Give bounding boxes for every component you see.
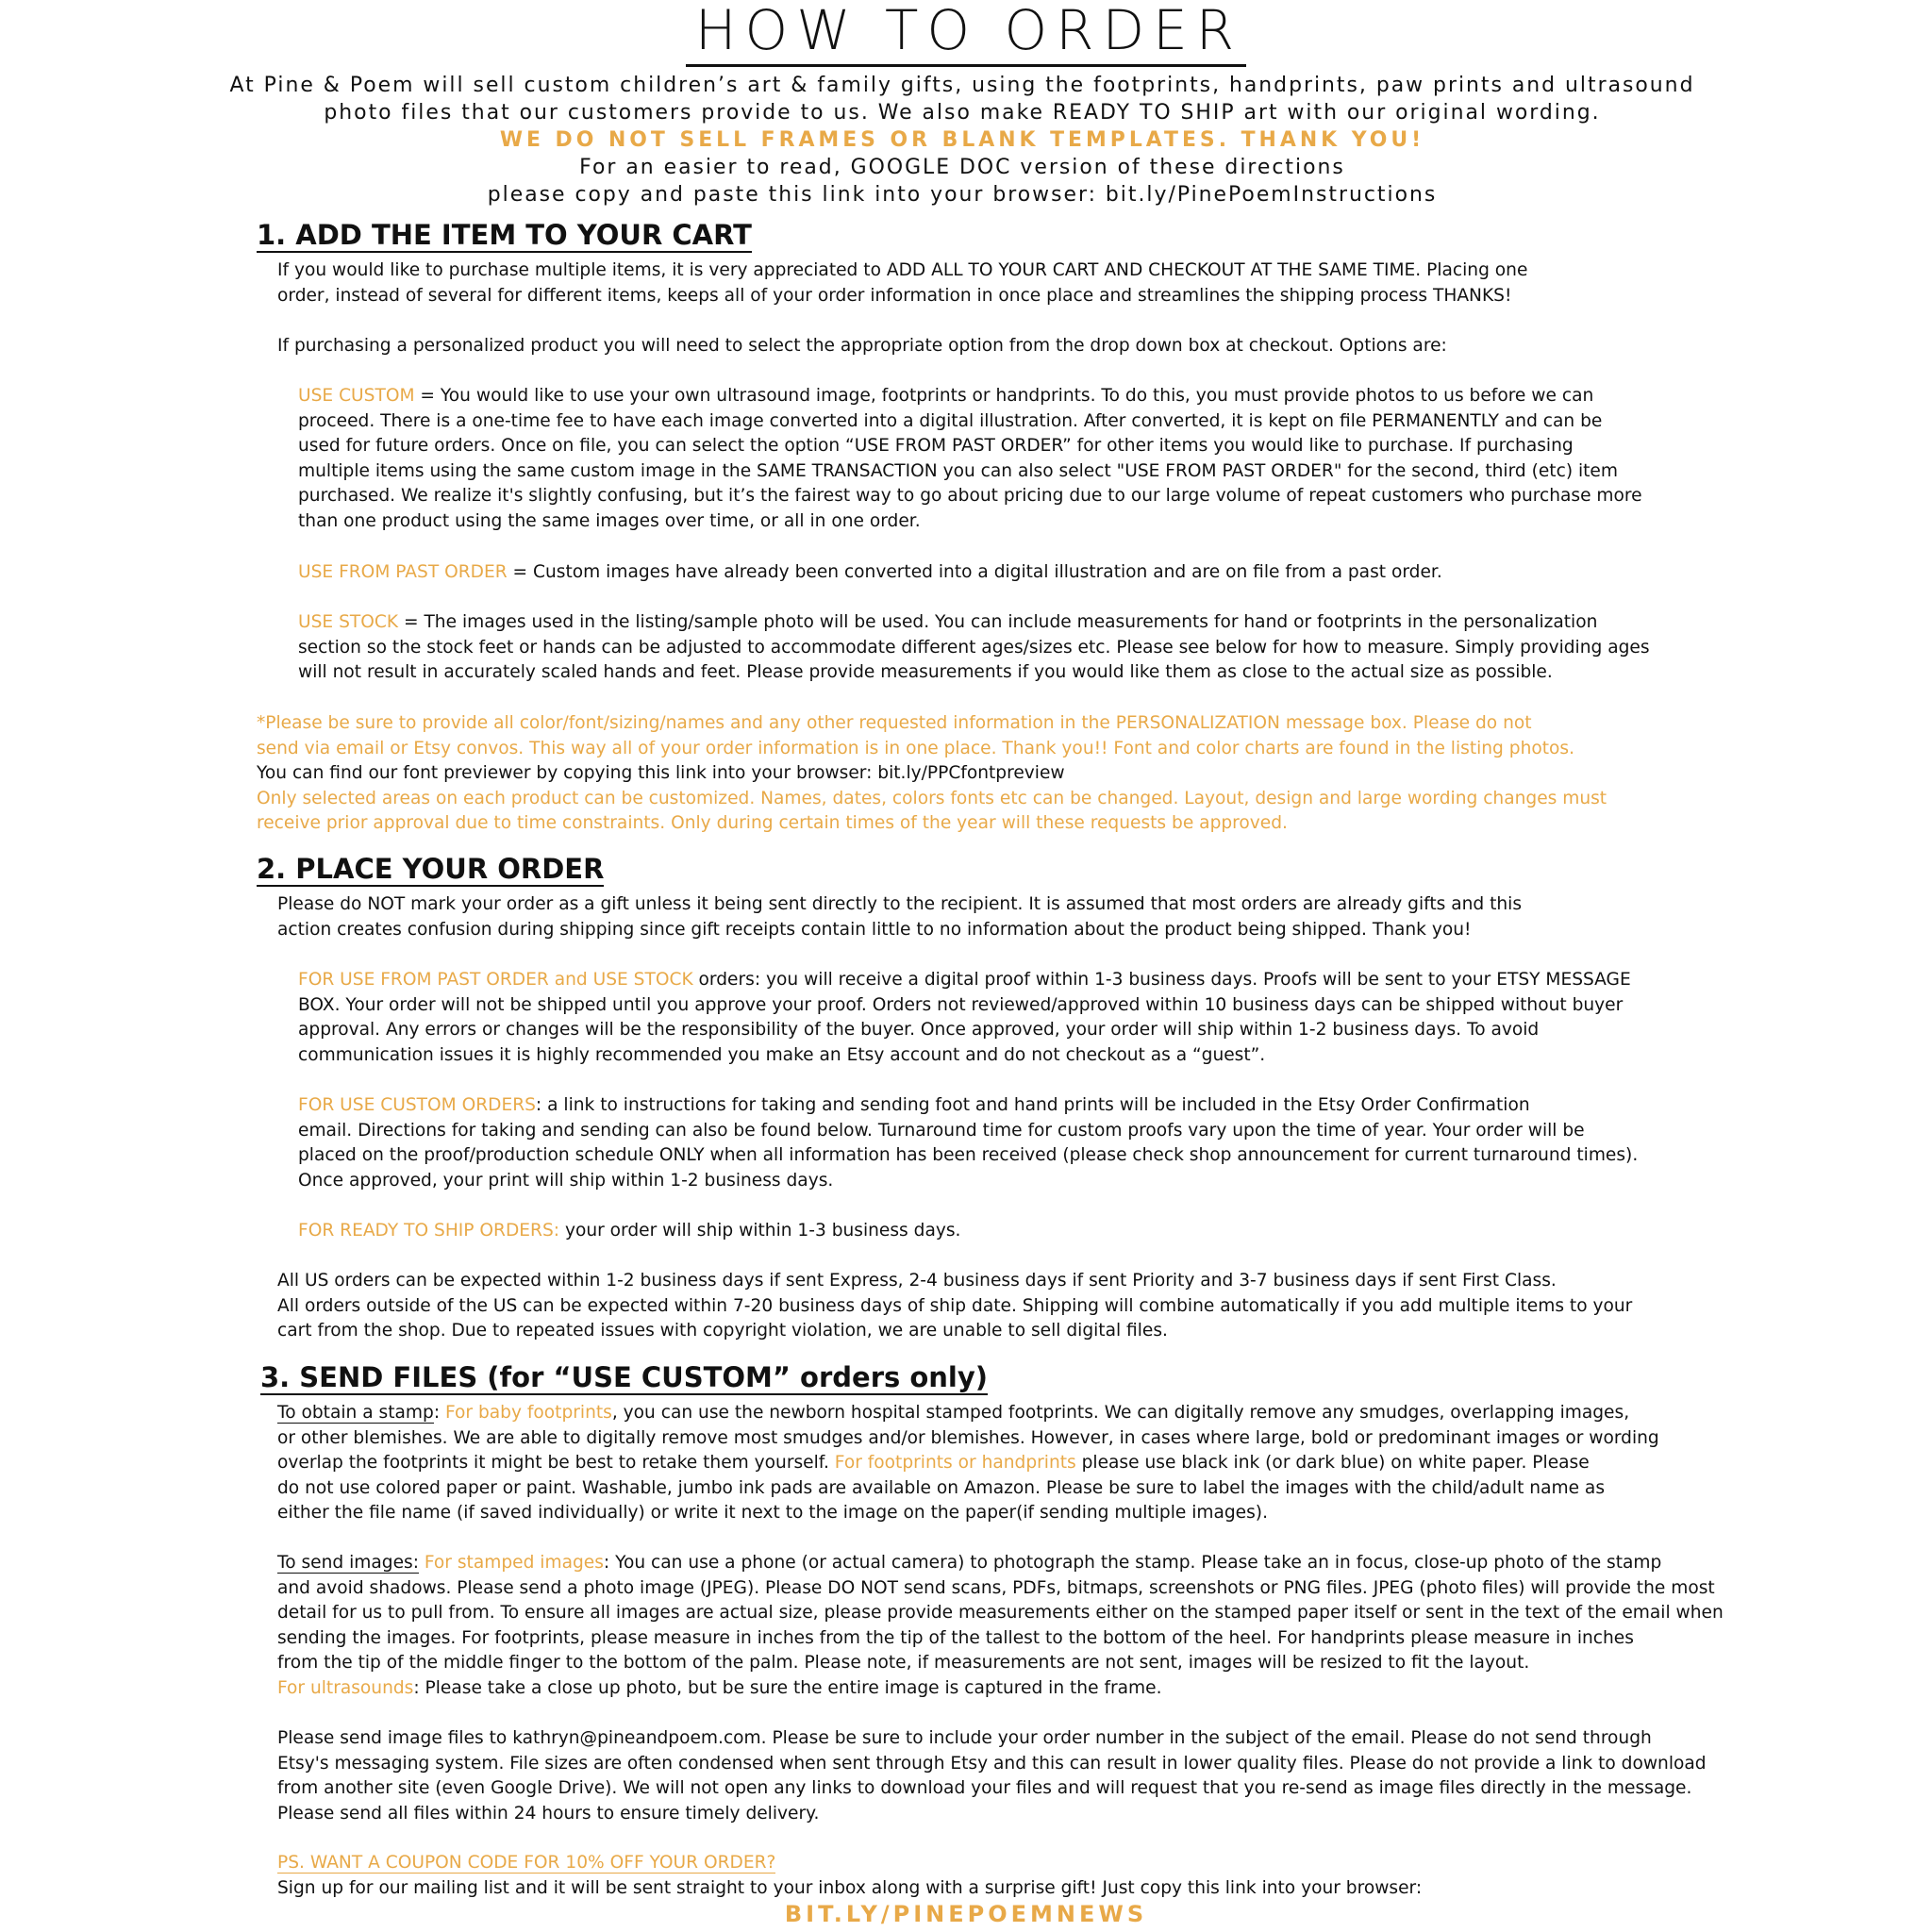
page-title: HOW TO ORDER <box>0 2 1932 58</box>
mailing-list-link[interactable]: BIT.LY/PINEPOEMNEWS <box>784 1901 1148 1927</box>
order-type-label: FOR USE FROM PAST ORDER and USE STOCK <box>298 970 693 990</box>
order-type-label: FOR READY TO SHIP ORDERS: <box>298 1221 560 1241</box>
option-label: USE STOCK <box>298 612 399 632</box>
section-1-heading: 1. ADD THE ITEM TO YOUR CART <box>257 219 752 251</box>
instructions-link-line[interactable]: please copy and paste this link into your browser: bit.ly/PinePoemInstructions <box>487 183 1438 207</box>
shipping-times: All US orders can be expected within 1-2 business days if sent Express, 2-4 business days if sent Priority and 3-7 business days if sent First Class. All orders outside of the US can be expected within 7-20 business days of ship date. Shipping will combine automatically if you add multiple items to your cart from the shop. Due to repeated issues with copyright violation, we are unable to sell digital files. <box>277 1271 1633 1341</box>
font-previewer-link-line[interactable]: You can find our font previewer by copying this link into your browser: bit.ly/PPCfontpreview <box>257 763 1065 784</box>
coupon-promo: PS. WANT A COUPON CODE FOR 10% OFF YOUR ORDER? Sign up for our mailing list and it will be sent straight to your inbox along with a surprise gift! Just copy this link into your browser: <box>277 1853 1423 1898</box>
section-1-options-intro: If purchasing a personalized product you will need to select the appropriate option from the drop down box at checkout. Options are: <box>277 336 1447 356</box>
coupon-heading: PS. WANT A COUPON CODE FOR 10% OFF YOUR ORDER? <box>277 1853 776 1873</box>
email-line[interactable]: Please send image files to kathryn@pineandpoem.com. Please be sure to include your order number in the subject of the email. Please do not send through <box>277 1728 1652 1748</box>
ready-to-ship-info: FOR READY TO SHIP ORDERS: your order will ship within 1-3 business days. <box>298 1221 961 1241</box>
obtain-stamp-info: To obtain a stamp: For baby footprints, you can use the newborn hospital stamped footprints. We can digitally remove any smudges, overlapping images, or other blemishes. We are able to digitally remove most smudges and/or blemishes. However, in cases where large, bold or predominant images or wording overlap the footprints it might be best to retake them yourself. For footprints or handprints please use black ink (or dark blue) on white paper. Please do not use colored paper or paint. Washable, jumbo ink pads are available on Amazon. Please be sure to label the images with the child/adult name as either the file name (if saved individually) or write it next to the image on the paper(if sending multiple images). <box>277 1403 1659 1524</box>
subheading-label: To obtain a stamp <box>277 1403 434 1423</box>
personalization-note: *Please be sure to provide all color/font/sizing/names and any other requested information in the PERSONALIZATION message box. Please do not send via email or Etsy convos. This way all of your order information is in one place. Thank you!! Font and color charts are found in the listing photos. You can find our font previewer by copying this link into your browser: bit.ly/PPCfontpreview Only selected areas on each product can be customized. Names, dates, colors fonts etc can be changed. Layout, design and large wording changes must receive prior approval due to time constraints. Only during certain times of the year will these requests be approved. <box>257 713 1607 834</box>
send-images-info: To send images: For stamped images: You can use a phone (or actual camera) to photograph the stamp. Please take an in focus, close-up photo of the stamp and avoid shadows. Please send a photo image (JPEG). Please DO NOT send scans, PDFs, bitmaps, screenshots or PNG files. JPEG (photo files) will provide the most detail for us to pull from. To ensure all images are actual size, please provide measurements either on the stamped paper itself or sent in the text of the email when sending the images. For footprints, please measure in inches from the tip of the tallest to the bottom of the heel. For handprints please measure in inches from the tip of the middle finger to the bottom of the palm. Please note, if measurements are not sent, images will be resized to fit the layout. For ultrasounds: Please take a close up photo, but be sure the entire image is captured in the frame. <box>277 1553 1724 1698</box>
order-type-label: FOR USE CUSTOM ORDERS <box>298 1095 536 1115</box>
intro <box>0 72 1924 208</box>
option-use-stock: USE STOCK = The images used in the listing/sample photo will be used. You can include measurements for hand or footprints in the personalization section so the stock feet or hands can be adjusted to accommodate different ages/sizes etc. Please see below for how to measure. Simply providing ages will not result in accurately scaled hands and feet. Please provide measurements if you would like them as close to the actual size as possible. <box>298 612 1650 683</box>
subheading-label: To send images: <box>277 1553 419 1573</box>
intro-line: For an easier to read, GOOGLE DOC version of these directions <box>579 156 1345 179</box>
no-frames-warning: WE DO NOT SELL FRAMES OR BLANK TEMPLATES. THANK YOU! <box>499 128 1425 152</box>
section-1-intro: If you would like to purchase multiple items, it is very appreciated to ADD ALL TO YOUR CART AND CHECKOUT AT THE SAME TIME. Placing one order, instead of several for different items, keeps all of your order information in once place and streamlines the shipping process THANKS! <box>277 260 1528 306</box>
option-use-past-order: USE FROM PAST ORDER = Custom images have already been converted into a digital illustration and are on file from a past order. <box>298 562 1442 582</box>
past-stock-orders-info: FOR USE FROM PAST ORDER and USE STOCK orders: you will receive a digital proof within 1-3 business days. Proofs will be sent to your ETSY MESSAGE BOX. Your order will not be shipped until you approve your proof. Orders not reviewed/approved within 10 business days can be shipped without buyer approval. Any errors or changes will be the responsibility of the buyer. Once approved, your order will ship within 1-2 business days. To avoid communication issues it is highly recommended you make an Etsy account and do not checkout as a “guest”. <box>298 970 1631 1065</box>
intro-line: At Pine & Poem will sell custom children’s art & family gifts, using the footprints, handprints, paw prints and ultrasound <box>229 74 1695 97</box>
section-2-heading: 2. PLACE YOUR ORDER <box>257 853 605 885</box>
option-use-custom: USE CUSTOM = You would like to use your own ultrasound image, footprints or handprints. To do this, you must provide photos to us before we can proceed. There is a one-time fee to have each image converted into a digital illustration. After converted, it is kept on file PERMANENTLY and can be used for future orders. Once on file, you can select the option “USE FROM PAST ORDER” for other items you would like to purchase. If purchasing multiple items using the same custom image in the SAME TRANSACTION you can also select "USE FROM PAST ORDER" for the second, third (etc) item purchased. We realize it's slightly confusing, but it’s the fairest way to go about pricing due to our large volume of repeat customers who purchase more than one product using the same images over time, or all in one order. <box>298 386 1642 531</box>
intro-line: photo files that our customers provide to us. We also make READY TO SHIP art with our original wording. <box>324 101 1601 125</box>
option-label: USE FROM PAST ORDER <box>298 562 508 582</box>
email-instructions: Please send image files to kathryn@pineandpoem.com. Please be sure to include your order number in the subject of the email. Please do not send through Etsy's messaging system. File sizes are often condensed when sent through Etsy and this can result in lower quality files. Please do not provide a link to download from another site (even Google Drive). We will not open any links to download your files and will request that you re-send as image files directly in the message. Please send all files within 24 hours to ensure timely delivery. <box>277 1728 1707 1824</box>
option-label: USE CUSTOM <box>298 386 415 406</box>
section-3-heading: 3. SEND FILES (for “USE CUSTOM” orders only) <box>260 1361 989 1393</box>
gift-note: Please do NOT mark your order as a gift unless it being sent directly to the recipient. It is assumed that most orders are already gifts and this action creates confusion during shipping since gift receipts contain little to no information about the product being shipped. Thank you! <box>277 894 1523 940</box>
custom-orders-info: FOR USE CUSTOM ORDERS: a link to instructions for taking and sending foot and hand prints will be included in the Etsy Order Confirmation email. Directions for taking and sending can also be found below. Turnaround time for custom proofs vary upon the time of year. Your order will be placed on the proof/production schedule ONLY when all information has been received (please check shop announcement for current turnaround times). Once approved, your print will ship within 1-2 business days. <box>298 1095 1639 1191</box>
